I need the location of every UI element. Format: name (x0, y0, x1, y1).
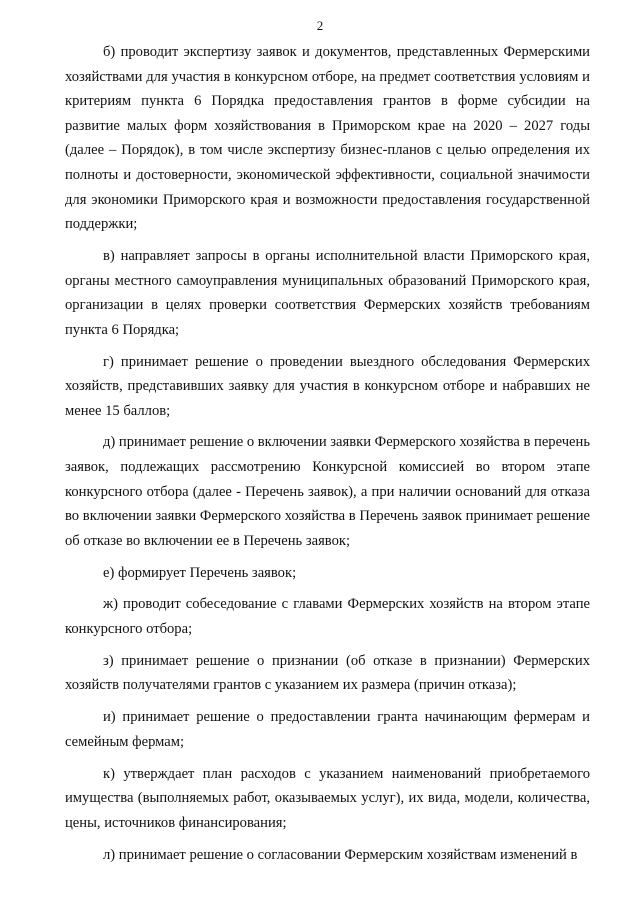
page-number: 2 (316, 18, 324, 33)
paragraph-v: в) направляет запросы в органы исполнительной власти Приморского края, органы местного самоуправления муниципальных образований Приморского края, организации в целях проверки соответствия Фермерских хозяйств требованиям пункта 6 Порядка; (65, 247, 590, 338)
paragraph-i: и) принимает решение о предоставлении гранта начинающим фермерам и семейным фермам; (65, 709, 590, 750)
paragraph-g: г) принимает решение о проведении выездного обследования Фермерских хозяйств, представивших заявку для участия в конкурсном отборе и набравших не менее 15 баллов; (65, 353, 590, 419)
paragraph-l: л) принимает решение о согласовании Фермерским хозяйствам изменений в (103, 846, 578, 863)
paragraph-zh: ж) проводит собеседование с главами Фермерских хозяйств на втором этапе конкурсного отбора; (65, 596, 590, 637)
paragraph-k: к) утверждает план расходов с указанием наименований приобретаемого имущества (выполняемых работ, оказываемых услуг), их вида, модели, количества, цены, источников финансирования; (65, 765, 590, 831)
paragraph-b: б) проводит экспертизу заявок и документов, представленных Фермерскими хозяйствами для участия в конкурсном отборе, на предмет соответствия условиям и критериям пункта 6 Порядка предоставления грантов в форме субсидии на развитие малых форм хозяйствования в Приморском крае на 2020 – 2027 годы (далее – Порядок), в том числе экспертизу бизнес-планов с целью определения их полноты и достоверности, экономической эффективности, социальной значимости для экономики Приморского края и возможности предоставления государственной поддержки; (65, 44, 590, 233)
document-body (65, 40, 590, 867)
paragraph-z: з) принимает решение о признании (об отказе в признании) Фермерских хозяйств получателями грантов с указанием их размера (причин отказа); (65, 652, 590, 694)
paragraph-e: е) формирует Перечень заявок; (103, 564, 297, 581)
paragraph-d: д) принимает решение о включении заявки Фермерского хозяйства в перечень заявок, подлежащих рассмотрению Конкурсной комиссией во втором этапе конкурсного отбора (далее - Перечень заявок), а при наличии оснований для отказа во включении заявки Фермерского хозяйства в Перечень заявок принимает решение об отказе во включении ее в Перечень заявок; (65, 434, 590, 549)
